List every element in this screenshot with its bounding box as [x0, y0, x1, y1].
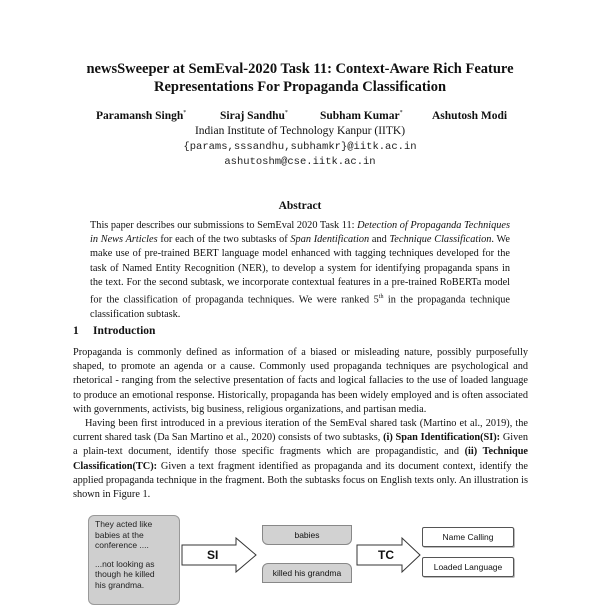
author: Subham Kumar* — [320, 110, 403, 122]
intro-paragraph: Propaganda is commonly defined as information of a biased or misleading nature, possibly purposefully shaped, to promote an agenda or a cause. Commonly used propaganda techniques are psychological and rhetorical - ranging from the selective presentation of facts and logical fallacies to the use of loaded language to produce an emotional response. Historically, propaganda has been widely employed and is often associated with governments, activists, big business, religious organizations, and partisan media. — [73, 347, 528, 415]
si-label: SI — [207, 548, 219, 562]
title-line: newsSweeper at SemEval-2020 Task 11: Context-Aware Rich Feature — [86, 61, 514, 77]
abstract-text: This paper describes our submissions to SemEval 2020 Task 11: Detection of Propaganda Techniques in News Articles for each of the two subtasks of Span Identification and Technique Classification. We make use of pre-trained BERT language model enhanced with tagging techniques developed for the task of Named Entity Recognition (NER), to develop a system for identifying propaganda spans in the text. For the second subtask, we incorporate contextual features in a pre-trained RoBERTa model for the classification of propaganda techniques. We were ranked 5th in the propaganda technique classification subtask. — [90, 220, 511, 320]
tc-label: TC — [378, 548, 394, 562]
section-heading: 1 Introduction — [73, 325, 156, 337]
abstract-heading: Abstract — [278, 200, 322, 212]
figure-1 — [0, 505, 600, 600]
email-line: {params,sssandhu,subhamkr}@iitk.ac.in — [183, 141, 417, 153]
intro-paragraph: Having been first introduced in a previous iteration of the SemEval shared task (Martino et al., 2019), the current shared task (Da San Martino et al., 2020) consists of two subtasks, (i) Span Identification(SI): Given a plain-text document, identify those specific fragments which are propagandistic, and (ii) Technique Classification(TC): Given a text fragment identified as propaganda and its document context, identify the applied propaganda technique in the fragment. Both the subtasks focus on English texts only. An illustration is shown in Figure 1. — [73, 418, 528, 501]
affiliation: Indian Institute of Technology Kanpur (IITK) — [194, 125, 406, 137]
title-line: Representations For Propaganda Classification — [153, 79, 447, 95]
paper-title — [60, 60, 540, 96]
span-fragment: babies — [262, 525, 352, 545]
technique-label: Name Calling — [422, 527, 514, 547]
input-document: They acted like babies at the conference .... ...not looking as though he killed his grandma. — [88, 515, 180, 605]
author: Paramansh Singh* — [96, 110, 187, 122]
author: Ashutosh Modi — [432, 110, 508, 122]
technique-label: Loaded Language — [422, 557, 514, 577]
email-line: ashutoshm@cse.iitk.ac.in — [224, 156, 376, 168]
si-arrow — [182, 538, 256, 572]
author: Siraj Sandhu* — [220, 110, 288, 122]
span-fragment: killed his grandma — [262, 563, 352, 583]
